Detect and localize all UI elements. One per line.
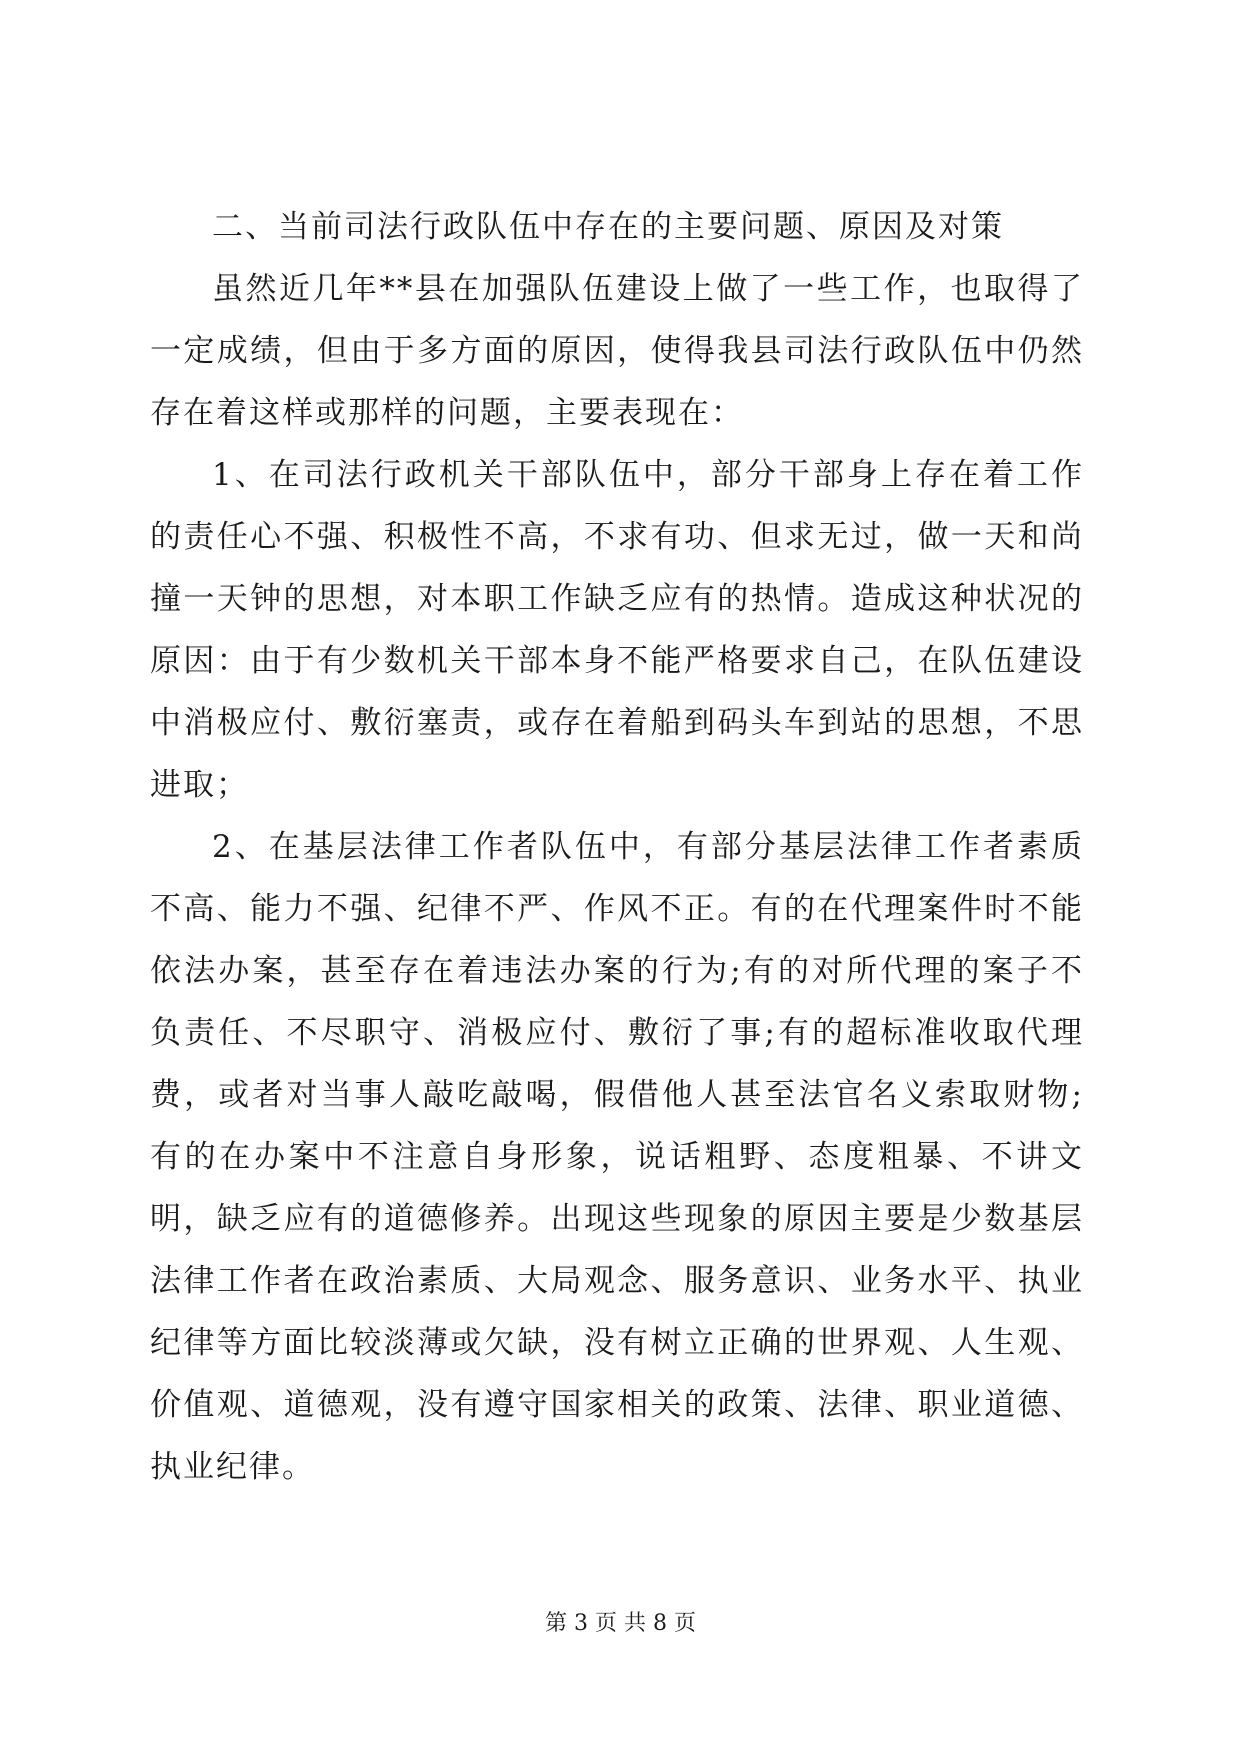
paragraph-point-2: 2、在基层法律工作者队伍中，有部分基层法律工作者素质不高、能力不强、纪律不严、作风不正。有的在代理案件时不能依法办案，甚至存在着违法办案的行为;有的对所代理的案子不负责任、不尽职守、消极应付、敷衍了事;有的超标准收取代理费，或者对当事人敲吃敲喝，假借他人甚至法官名义索取财物;有的在办案中不注意自身形象，说话粗野、态度粗暴、不讲文明，缺乏应有的道德修养。出现这些现象的原因主要是少数基层法律工作者在政治素质、大局观念、服务意识、业务水平、执业纪律等方面比较淡薄或欠缺，没有树立正确的世界观、人生观、价值观、道德观，没有遵守国家相关的政策、法律、职业道德、执业纪律。	[150, 829, 1084, 1485]
paragraph-intro: 虽然近几年**县在加强队伍建设上做了一些工作，也取得了一定成绩，但由于多方面的原因，使得我县司法行政队伍中仍然存在着这样或那样的问题，主要表现在：	[150, 271, 1084, 431]
document-body	[150, 196, 1084, 1498]
paragraph-point-1: 1、在司法行政机关干部队伍中，部分干部身上存在着工作的责任心不强、积极性不高，不求有功、但求无过，做一天和尚撞一天钟的思想，对本职工作缺乏应有的热情。造成这种状况的原因：由于有少数机关干部本身不能严格要求自己，在队伍建设中消极应付、敷衍塞责，或存在着船到码头车到站的思想，不思进取；	[150, 457, 1084, 803]
page-number-footer: 第 3 页 共 8 页	[545, 1611, 696, 1636]
section-heading: 二、当前司法行政队伍中存在的主要问题、原因及对策	[212, 209, 1004, 245]
